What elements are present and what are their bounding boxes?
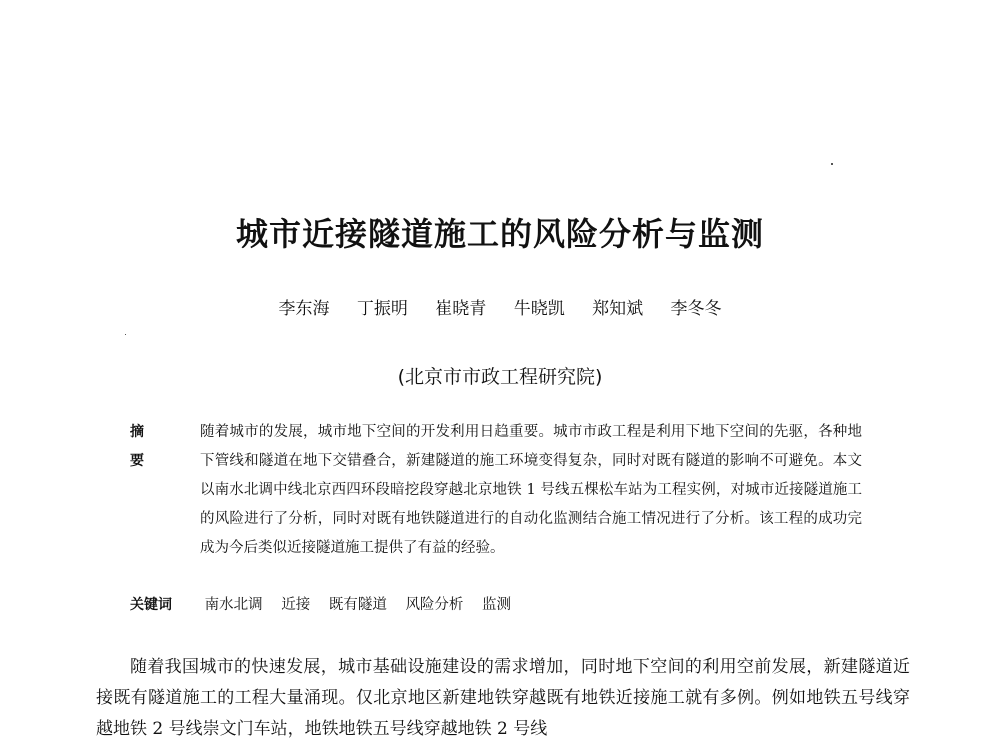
keyword: 监测	[482, 597, 512, 613]
keyword: 南水北调	[204, 597, 263, 613]
author-name: 丁振明	[356, 299, 408, 319]
keyword: 既有隧道	[328, 597, 387, 613]
scan-speck	[831, 163, 833, 165]
body-paragraph: 随着我国城市的快速发展，城市基础设施建设的需求增加，同时地下空间的利用空前发展，新建隧道近接既有隧道施工的工程大量涌现。仅北京地区新建地铁穿越既有地铁近接施工就有多例。例如地铁五号线穿越地铁 2 号线崇文门车站，地铁地铁五号线穿越地铁 2 号线	[96, 657, 910, 739]
scan-speck	[125, 334, 126, 335]
paper-title: 城市近接隧道施工的风险分析与监测	[235, 215, 764, 253]
keyword: 风险分析	[405, 597, 464, 613]
keywords-label: 关键词	[130, 597, 172, 613]
author-name: 崔晓青	[435, 299, 487, 319]
author-name: 李东海	[278, 299, 330, 319]
keywords-block	[130, 592, 870, 618]
author-list	[0, 296, 1000, 322]
author-name: 郑知斌	[592, 299, 644, 319]
keyword: 近接	[281, 597, 311, 613]
abstract-label: 摘 要	[130, 424, 162, 469]
abstract-text: 随着城市的发展，城市地下空间的开发利用日趋重要。城市市政工程是利用下地下空间的先驱，各种地下管线和隧道在地下交错叠合，新建隧道的施工环境变得复杂，同时对既有隧道的影响不可避免。本文以南水北调中线北京西四环段暗挖段穿越北京地铁 1 号线五棵松车站为工程实例，对城市近接隧道施工的风险进行了分析，同时对既有地铁隧道进行的自动化监测结合施工情况进行了分析。该工程的成功完成为今后类似近接隧道施工提供了有益的经验。	[200, 424, 862, 556]
author-name: 牛晓凯	[513, 299, 565, 319]
author-name: 李冬冬	[670, 299, 722, 319]
affiliation: (北京市市政工程研究院)	[397, 366, 603, 388]
